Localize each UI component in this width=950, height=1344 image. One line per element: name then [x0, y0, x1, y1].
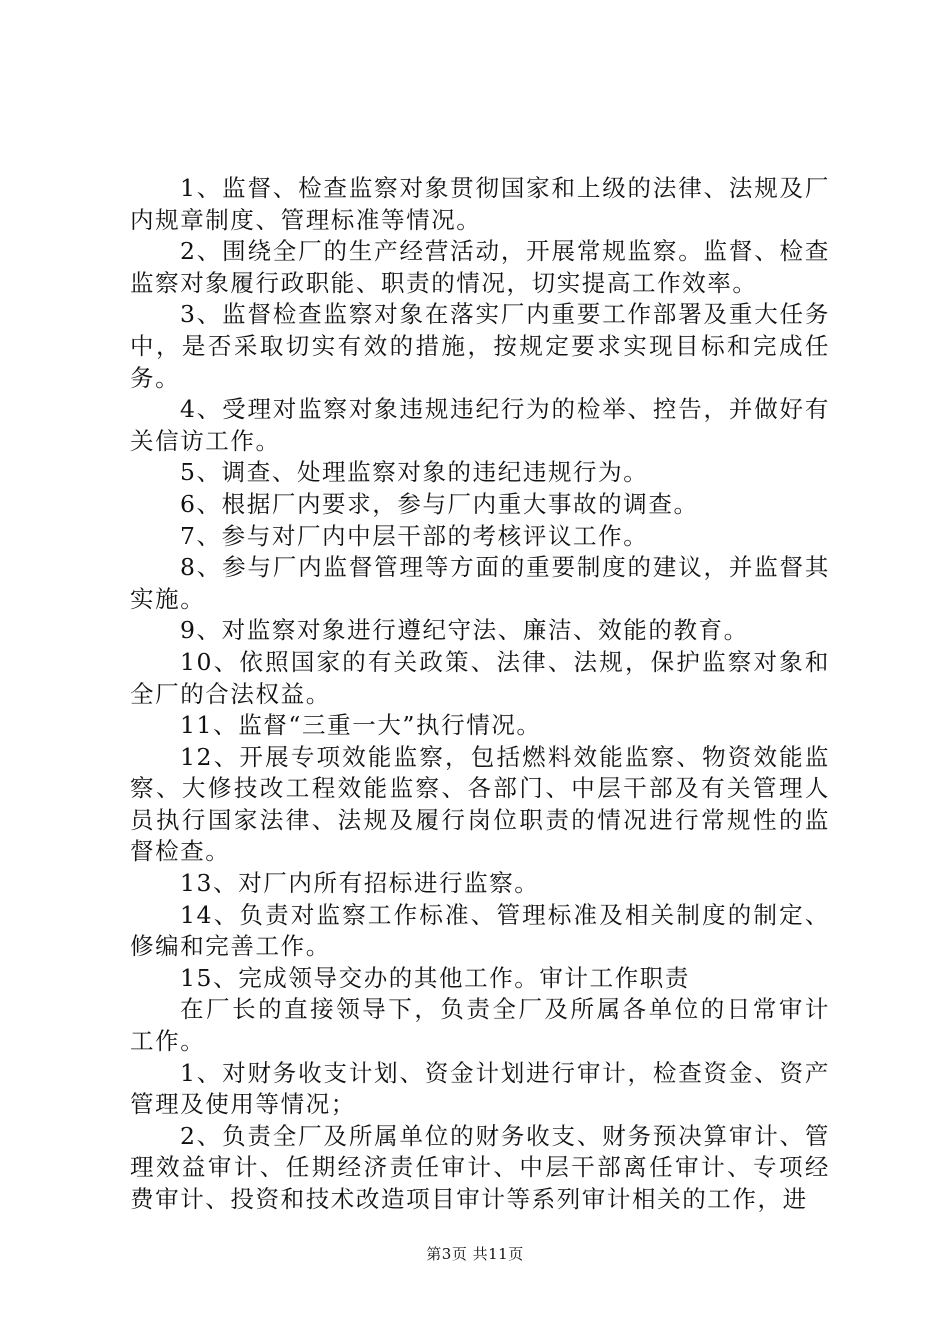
- paragraph: 2、负责全厂及所属单位的财务收支、财务预决算审计、管理效益审计、任期经济责任审计、中层干部离任审计、专项经费审计、投资和技术改造项目审计等系列审计相关的工作，进: [130, 1121, 830, 1213]
- paragraph: 1、对财务收支计划、资金计划进行审计，检查资金、资产管理及使用等情况；: [130, 1058, 830, 1119]
- paragraph: 5、调查、处理监察对象的违纪违规行为。: [180, 458, 649, 487]
- paragraph: 3、监督检查监察对象在落实厂内重要工作部署及重大任务中，是否采取切实有效的措施，按规定要求实现目标和完成任务。: [130, 300, 830, 392]
- paragraph: 6、根据厂内要求，参与厂内重大事故的调查。: [180, 489, 699, 518]
- page-number-footer: 第3页 共11页: [426, 1245, 524, 1263]
- paragraph: 1、监督、检查监察对象贯彻国家和上级的法律、法规及厂内规章制度、管理标准等情况。: [130, 174, 830, 234]
- paragraph: 14、负责对监察工作标准、管理标准及相关制度的制定、修编和完善工作。: [130, 900, 830, 961]
- paragraph: 11、监督“三重一大”执行情况。: [180, 711, 542, 740]
- paragraph: 2、围绕全厂的生产经营活动，开展常规监察。监督、检查监察对象履行政职能、职责的情况，切实提高工作效率。: [130, 237, 830, 297]
- paragraph: 7、参与对厂内中层干部的考核评议工作。: [180, 521, 649, 550]
- paragraph: 10、依照国家的有关政策、法律、法规，保护监察对象和全厂的合法权益。: [130, 647, 830, 708]
- paragraph: 15、完成领导交办的其他工作。审计工作职责: [180, 963, 691, 992]
- paragraph: 9、对监察对象进行遵纪守法、廉洁、效能的教育。: [180, 616, 749, 645]
- paragraph: 8、参与厂内监督管理等方面的重要制度的建议，并监督其实施。: [130, 553, 830, 613]
- document-body: [130, 173, 830, 1216]
- paragraph: 4、受理对监察对象违规违纪行为的检举、控告，并做好有关信访工作。: [130, 395, 830, 455]
- paragraph: 在厂长的直接领导下，负责全厂及所属各单位的日常审计工作。: [130, 995, 830, 1056]
- paragraph: 13、对厂内所有招标进行监察。: [180, 869, 540, 898]
- paragraph: 12、开展专项效能监察，包括燃料效能监察、物资效能监察、大修技改工程效能监察、各部门、中层干部及有关管理人员执行国家法律、法规及履行岗位职责的情况进行常规性的监督检查。: [130, 742, 830, 866]
